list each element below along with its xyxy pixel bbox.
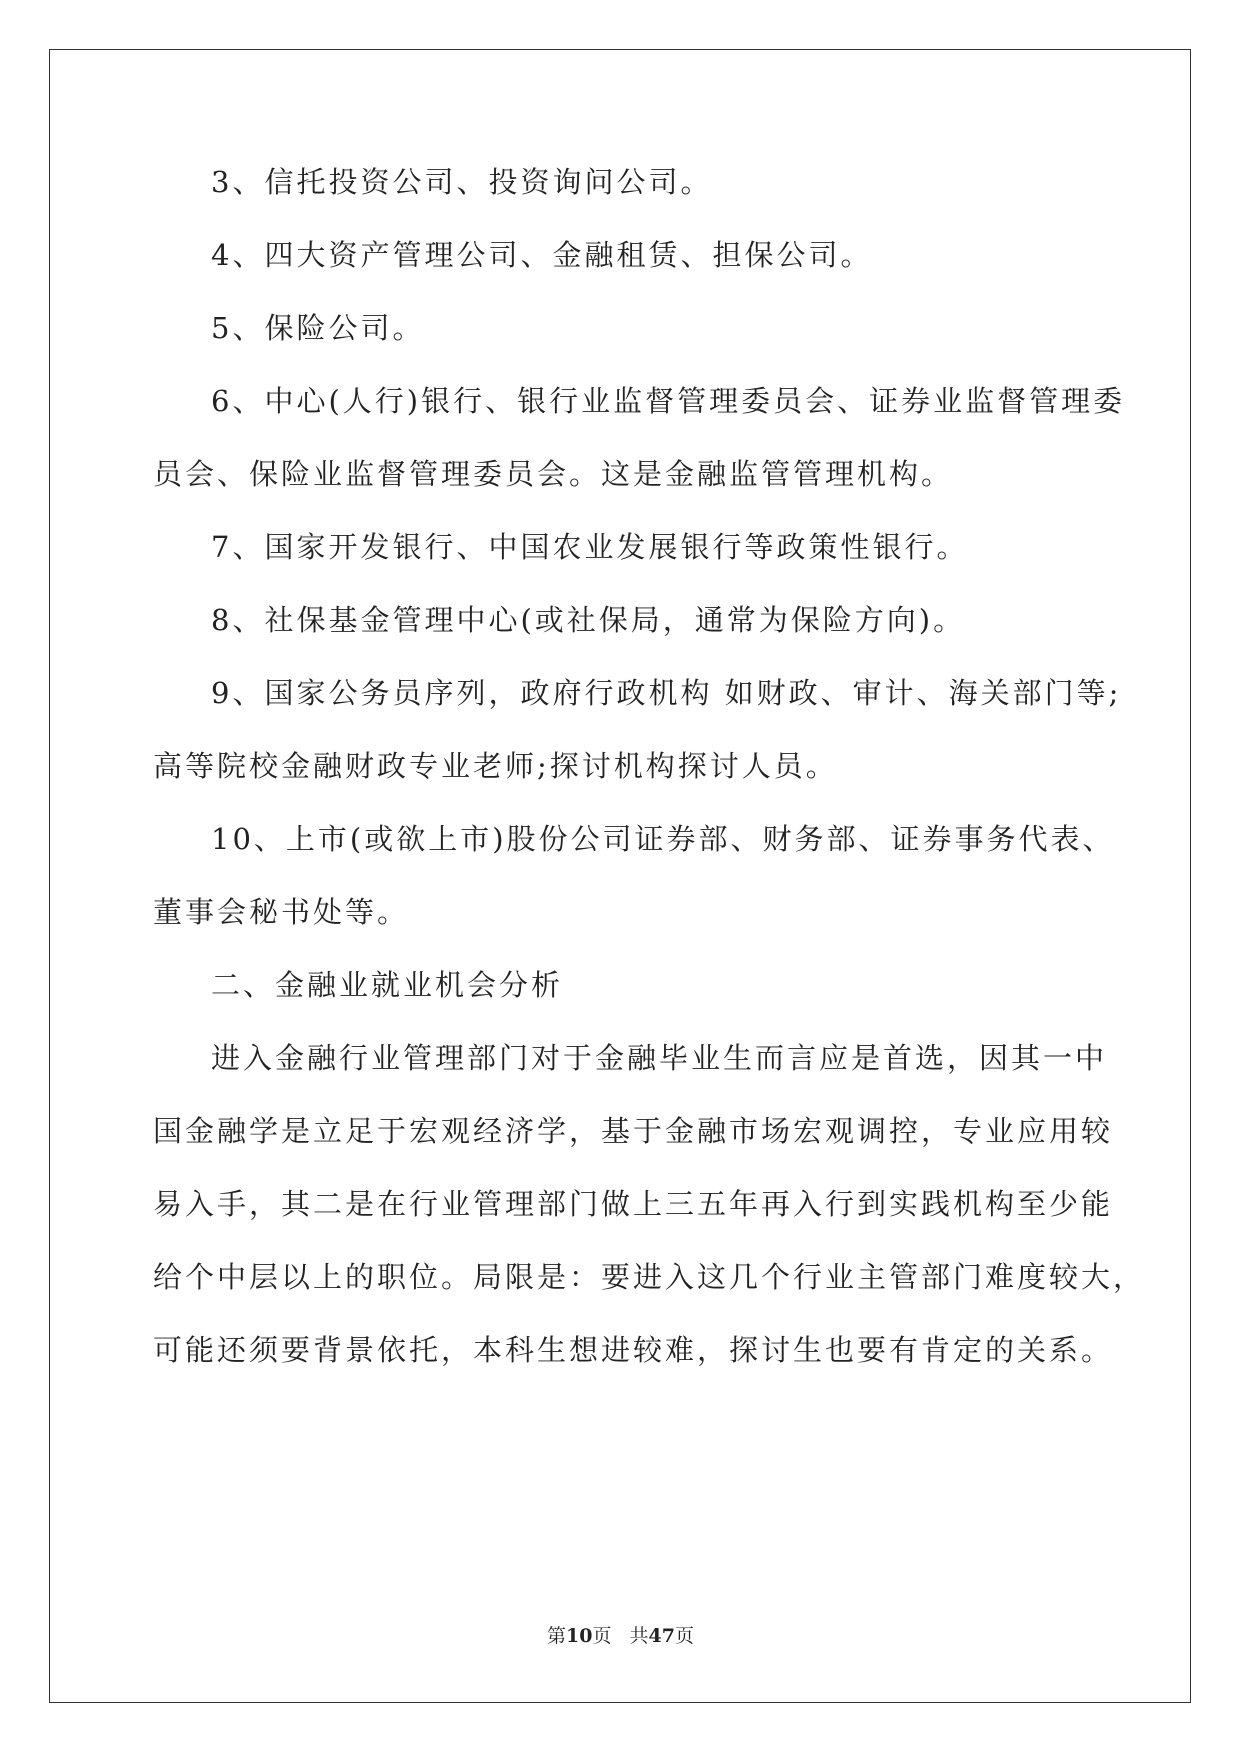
paragraph-line: 董事会秘书处等。 [153,895,410,929]
page-prefix: 第 [547,1625,567,1647]
page-border [49,49,1191,1703]
page-footer [0,1621,1241,1648]
paragraph-line: 4、四大资产管理公司、金融租赁、担保公司。 [211,238,873,272]
paragraph-line: 9、国家公务员序列，政府行政机构 如财政、审计、海关部门等; [211,676,1122,710]
paragraph-line: 高等院校金融财政专业老师;探讨机构探讨人员。 [153,749,838,783]
paragraph-line: 3、信托投资公司、投资询问公司。 [211,165,713,199]
paragraph-line: 可能还须要背景依托，本科生想进较难，探讨生也要有肯定的关系。 [153,1333,1114,1367]
paragraph-line: 进入金融行业管理部门对于金融毕业生而言应是首选，因其一中 [211,1041,1108,1075]
paragraph-line: 给个中层以上的职位。局限是：要进入这几个行业主管部门难度较大， [153,1260,1146,1294]
paragraph-line: 8、社保基金管理中心(或社保局，通常为保险方向)。 [211,603,966,637]
page-suffix: 页 [592,1625,612,1647]
total-prefix: 共 [629,1625,649,1647]
page-number: 10 [566,1625,593,1647]
total-pages: 47 [648,1625,675,1647]
paragraph-line: 员会、保险业监督管理委员会。这是金融监管管理机构。 [153,457,954,491]
paragraph-line: 10、上市(或欲上市)股份公司证券部、财务部、证券事务代表、 [211,822,1115,856]
total-suffix: 页 [674,1625,694,1647]
paragraph-line: 7、国家开发银行、中国农业发展银行等政策性银行。 [211,530,969,564]
paragraph-line: 国金融学是立足于宏观经济学，基于金融市场宏观调控，专业应用较 [153,1114,1114,1148]
paragraph-line: 6、中心(人行)银行、银行业监督管理委员会、证券业监督管理委 [211,384,1126,418]
paragraph-line: 易入手，其二是在行业管理部门做上三五年再入行到实践机构至少能 [153,1187,1114,1221]
paragraph-line: 5、保险公司。 [211,311,425,345]
section-heading: 二、金融业就业机会分析 [211,968,564,1002]
